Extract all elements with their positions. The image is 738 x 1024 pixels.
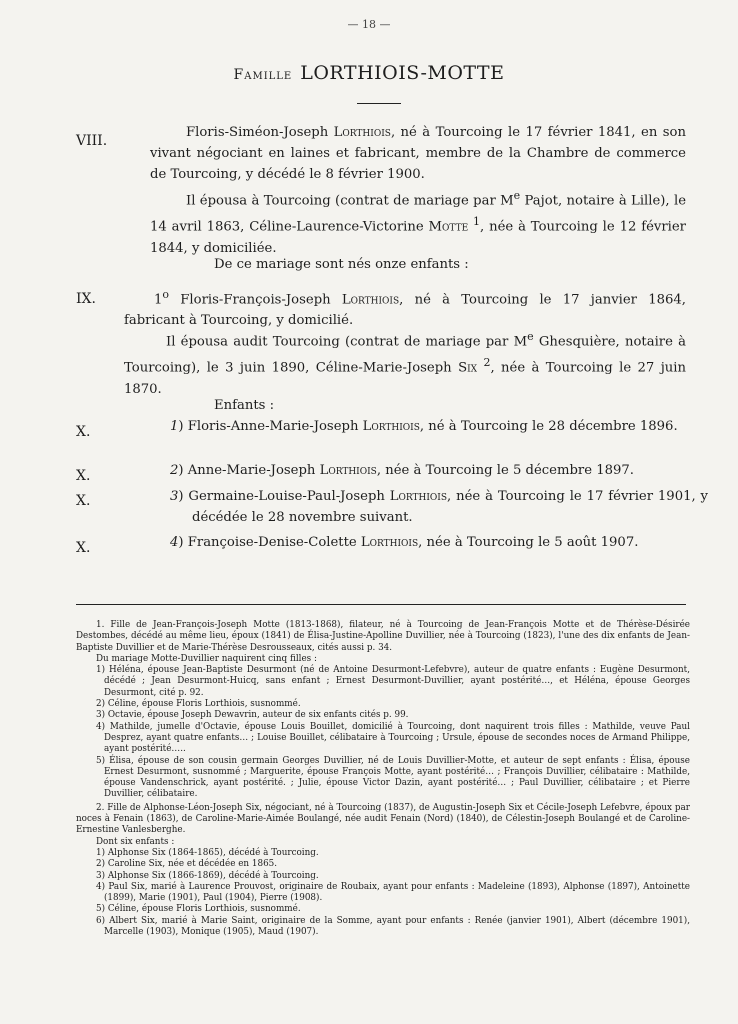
footnote-2-item: 3) Alphonse Six (1866-1869), décédé à Tourcoing. [96, 870, 319, 881]
footnote-2-intro: Dont six enfants : [96, 836, 175, 847]
surname: Lorthiois [362, 419, 420, 434]
footnote-2: 2. Fille de Alphonse-Léon-Joseph Six, négociant, né à Tourcoing (1837), de Augustin-Joseph Six et Cécile-Joseph Lefebvre, époux par noces à Fenain (1863), de Caroline-Marie-Aimée Boulangé, née audit Fenain (Nord) (1840), de Célestin-Joseph Boulangé et de Caroline-Ernestine Vanlesberghe. [76, 802, 690, 836]
surname: Six [458, 360, 478, 376]
generation-label-x: X. [76, 540, 91, 556]
generation-label-x: X. [76, 424, 91, 440]
title-prefix: Famille [233, 67, 293, 83]
footnote-1: 1. Fille de Jean-François-Joseph Motte (1813-1868), filateur, né à Tourcoing de Jean-François Motte et de Thérèse-Désirée Destombes, décédé au même lieu, époux (1841) de Élisa-Justine-Apolline Duvillier, née à Tourcoing (1823), l'une des dix enfants de Jean-Baptiste Duvillier et de Marie-Thérèse Desrousseaux, cités aussi p. 34. [76, 620, 690, 653]
generation-label-x: X. [76, 468, 91, 484]
surname: Lorthiois [389, 489, 448, 504]
footnote-2-item: 2) Caroline Six, née et décédée en 1865. [96, 859, 278, 870]
page-number: — 18 — [347, 18, 391, 31]
footnotes [76, 620, 690, 938]
page-title [0, 62, 738, 84]
footnote-1-intro: Du mariage Motte-Duvillier naquirent cinq filles : [96, 653, 317, 664]
footnote-ref-1[interactable]: 1 [473, 215, 481, 229]
surname: Lorthiois [319, 463, 377, 478]
footnote-2-item: 1) Alphonse Six (1864-1865), décédé à Tourcoing. [96, 847, 319, 858]
generation-label-ix: IX. [76, 291, 96, 307]
footnote-1-item: 3) Octavie, épouse Joseph Dewavrin, auteur de six enfants cités p. 99. [96, 710, 409, 721]
footnote-1-item: 2) Céline, épouse Floris Lorthiois, susnommé. [96, 699, 301, 710]
gen10-child-4: 4) Françoise-Denise-Colette Lorthiois, née à Tourcoing le 5 août 1907. [170, 535, 639, 550]
title-family-name: LORTHIOIS-MOTTE [300, 62, 505, 84]
gen9-children-label: Enfants : [214, 398, 275, 413]
footnote-2-item: 6) Albert Six, marié à Marie Saint, originaire de la Somme, ayant pour enfants : Renée (janvier 1901), Albert (décembre 1901), Marcelle (1903), Monique (1905), Maud (1907). [96, 915, 690, 938]
gen9-paragraph-birth: 1$^o$ Floris-François-Joseph Lorthiois, né à Tourcoing le 17 janvier 1864, fabricant à Tourcoing, y domicilié. [124, 288, 686, 329]
footnote-1-item: 4) Mathilde, jumelle d'Octavie, épouse Louis Bouillet, domicilié à Tourcoing, dont naquirent trois filles : Mathilde, veuve Paul Desprez, ayant quatre enfants… ; Louise Bouillet, célibataire à Tourcoing ; Ursule, épouse de secondes noces de Armand Philippe, ayant postérité….. [96, 721, 690, 755]
gen10-child-3: 3) Germaine-Louise-Paul-Joseph Lorthiois, née à Tourcoing le 17 février 1901, y décédée le 28 novembre suivant. [170, 489, 708, 525]
gen10-child-1: 1) Floris-Anne-Marie-Joseph Lorthiois, né à Tourcoing le 28 décembre 1896. [170, 419, 678, 434]
footnote-2-item: 4) Paul Six, marié à Laurence Prouvost, originaire de Roubaix, ayant pour enfants : Madeleine (1893), Alphonse (1897), Antoinette (1899), Marie (1901), Paul (1904), Pierre (1908). [96, 881, 690, 904]
surname: Motte [428, 219, 469, 235]
footnote-1-item: 5) Élisa, épouse de son cousin germain Georges Duvillier, né de Louis Duvillier-Motte, et auteur de sept enfants : Élisa, épouse Ernest Desurmont, susnommé ; Marguerite, épouse François Motte, ayant postérité… ; François Duvillier, célibataire : Mathilde, épouse Vandenschrick, ayant postérité. ; Julie, épouse Victor Dazin, ayant postérité… ; Paul Duvillier, célibataire ; et Pierre Duvillier, célibataire. [96, 755, 690, 800]
title-divider [357, 103, 401, 104]
gen8-paragraph-birth: Floris-Siméon-Joseph Lorthiois, né à Tourcoing le 17 février 1841, en son vivant négociant en laines et fabricant, membre de la Chambre de commerce de Tourcoing, y décédé le 8 février 1900. [150, 125, 686, 182]
footnote-2-item: 5) Céline, épouse Floris Lorthiois, susnommé. [96, 904, 301, 915]
generation-label-x: X. [76, 493, 91, 509]
footnote-divider [76, 604, 686, 605]
gen9-paragraph-marriage: Il épousa audit Tourcoing (contrat de mariage par Me Ghesquière, notaire à Tourcoing), le 3 juin 1890, Céline-Marie-Joseph Six $^2$, née à Tourcoing le 27 juin 1870. [124, 330, 687, 397]
surname: Lorthiois [341, 292, 400, 308]
gen8-children-intro: De ce mariage sont nés onze enfants : [214, 257, 469, 272]
gen10-child-2: 2) Anne-Marie-Joseph Lorthiois, née à Tourcoing le 5 décembre 1897. [170, 463, 634, 478]
footnote-1-item: 1) Héléna, épouse Jean-Baptiste Desurmont (né de Antoine Desurmont-Lefebvre), auteur de quatre enfants : Eugène Desurmont, décédé ; Jean Desurmont-Huicq, sans enfant ; Ernest Desurmont-Duvillier, ayant postérité…, et Héléna, épouse Georges Desurmont, cité p. 92. [96, 665, 690, 698]
surname: Lorthiois [360, 535, 419, 550]
generation-label-viii: VIII. [76, 133, 108, 149]
footnote-ref-2[interactable]: 2 [483, 356, 491, 370]
surname: Lorthiois [333, 125, 391, 140]
gen8-paragraph-marriage: Il épousa à Tourcoing (contrat de mariage par Me Pajot, notaire à Lille), le 14 avril 1863, Céline-Laurence-Victorine Motte $^1$, née à Tourcoing le 12 février 1844, y domiciliée. [150, 189, 687, 256]
